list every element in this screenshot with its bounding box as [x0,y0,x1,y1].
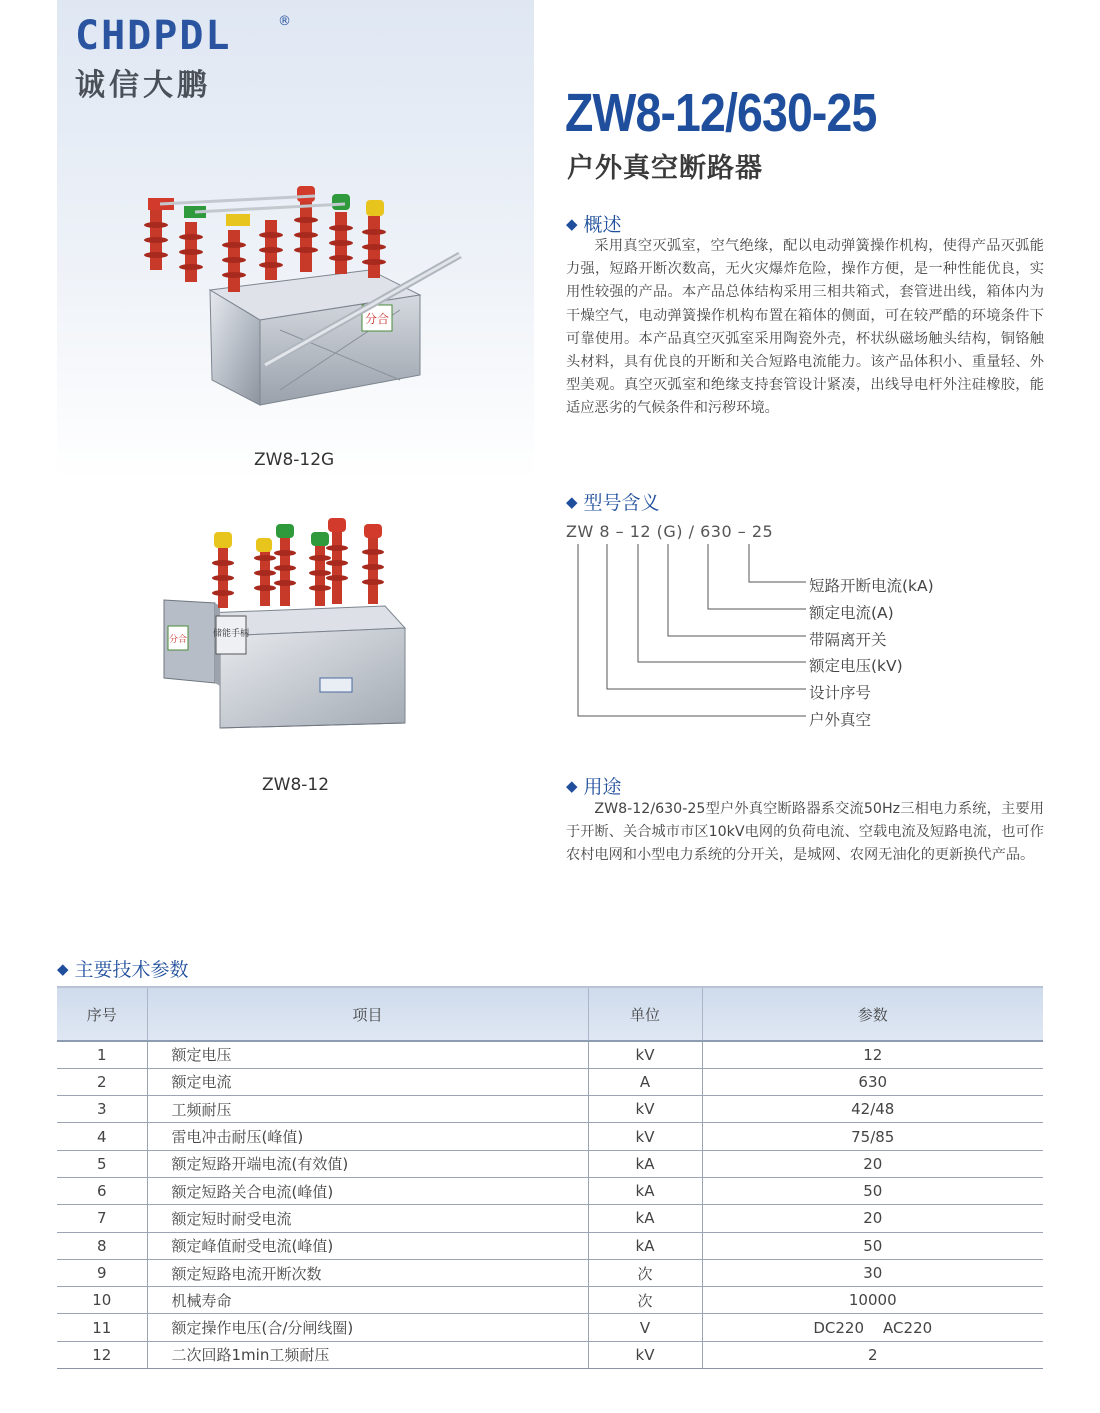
table-row [57,1287,1043,1314]
cell-unit: kA [588,1205,702,1232]
logo-text-cn: 诚信大鹏 [75,68,211,103]
cell-unit: kV [588,1341,702,1368]
cell-item: 工频耐压 [147,1096,588,1123]
diamond-bullet-icon: ◆ [566,777,578,795]
table-row [57,1341,1043,1368]
model-label-isolation-switch: 带隔离开关 [809,631,887,649]
cell-value: 20 [702,1205,1043,1232]
cell-index: 5 [57,1150,147,1177]
overview-heading-text: 概述 [583,214,622,236]
column-header-index: 序号 [57,987,147,1041]
diamond-bullet-icon: ◆ [57,960,69,978]
model-label-rated-current: 额定电流(A) [809,604,894,622]
product-subtitle: 户外真空断路器 [567,153,763,184]
specs-heading-text: 主要技术参数 [74,959,189,981]
cell-value: 50 [702,1232,1043,1259]
logo-text-en: CHDPDL [75,13,232,59]
product-model-title: ZW8-12/630-25 [565,83,877,143]
cell-index: 8 [57,1232,147,1259]
specs-table-wrapper [57,986,1043,1369]
equipment-caption-zw8-12: ZW8-12 [262,775,330,795]
cell-value: 50 [702,1177,1043,1204]
cell-unit: kA [588,1177,702,1204]
table-row [57,1150,1043,1177]
cell-value: 42/48 [702,1096,1043,1123]
diamond-bullet-icon: ◆ [566,493,578,511]
cell-index: 2 [57,1068,147,1095]
cell-item: 额定短路关合电流(峰值) [147,1177,588,1204]
usage-text: ZW8-12/630-25型户外真空断路器系交流50Hz三相电力系统，主要用于开断、关合城市市区10kV电网的负荷电流、空载电流及短路电流，也可作农村电网和小型电力系统的分开关，是城网、农网无油化的更新换代产品。 [566,801,1044,864]
cell-unit: V [588,1314,702,1341]
specs-heading [57,955,189,982]
model-label-rated-voltage: 额定电压(kV) [809,657,903,675]
cell-value: 20 [702,1150,1043,1177]
cell-unit: A [588,1068,702,1095]
breaker-illustration-zw8-12g [140,180,470,420]
cell-value: 30 [702,1259,1043,1286]
table-row [57,1259,1043,1286]
cell-index: 10 [57,1287,147,1314]
cell-unit: kV [588,1123,702,1150]
usage-heading [566,772,622,799]
registered-mark: ® [278,14,291,29]
cell-unit: kV [588,1096,702,1123]
cell-index: 9 [57,1259,147,1286]
cell-unit: kA [588,1150,702,1177]
cell-index: 12 [57,1341,147,1368]
table-header-row [57,987,1043,1041]
column-header-unit: 单位 [588,987,702,1041]
table-row [57,1314,1043,1341]
cell-item: 雷电冲击耐压(峰值) [147,1123,588,1150]
cell-index: 6 [57,1177,147,1204]
cell-index: 4 [57,1123,147,1150]
cell-item: 额定短时耐受电流 [147,1205,588,1232]
breaker-illustration-zw8-12 [160,518,410,753]
column-header-item: 项目 [147,987,588,1041]
cell-index: 3 [57,1096,147,1123]
cell-item: 额定短路电流开断次数 [147,1259,588,1286]
cell-index: 1 [57,1041,147,1068]
equipment-caption-zw8-12g: ZW8-12G [254,450,335,470]
cell-value: 630 [702,1068,1043,1095]
cell-item: 二次回路1min工频耐压 [147,1341,588,1368]
usage-heading-text: 用途 [583,776,622,798]
cell-unit: kV [588,1041,702,1068]
cell-value: 2 [702,1341,1043,1368]
cell-index: 7 [57,1205,147,1232]
cell-item: 额定短路开端电流(有效值) [147,1150,588,1177]
cell-item: 额定电流 [147,1068,588,1095]
specs-table [57,986,1043,1369]
table-row [57,1232,1043,1259]
cell-value: DC220 AC220 [702,1314,1043,1341]
cell-item: 额定峰值耐受电流(峰值) [147,1232,588,1259]
table-row [57,1177,1043,1204]
table-row [57,1068,1043,1095]
model-code-breakdown: ZW 8 – 12 (G) / 630 – 25 [566,522,774,541]
table-row [57,1041,1043,1068]
model-label-design-number: 设计序号 [809,684,872,702]
cell-index: 11 [57,1314,147,1341]
model-meaning-heading [566,488,660,515]
nameplate-label: 分合 [364,312,390,326]
cell-value: 75/85 [702,1123,1043,1150]
cell-value: 12 [702,1041,1043,1068]
table-row [57,1205,1043,1232]
table-row [57,1096,1043,1123]
diamond-bullet-icon: ◆ [566,215,578,233]
nameplate-label-2: 分合 [168,635,188,645]
handle-label: 储能手柄 [212,629,250,639]
cell-unit: 次 [588,1259,702,1286]
overview-text: 采用真空灭弧室，空气绝缘，配以电动弹簧操作机构，使得产品灭弧能力强，短路开断次数高，无火灾爆炸危险，操作方便，是一种性能优良，实用性较强的产品。本产品总体结构采用三相共箱式，套管进出线，箱体内为干燥空气，电动弹簧操作机构布置在箱体的侧面，可在较严酷的环境条件下可靠使用。本产品真空灭弧室采用陶瓷外壳，杯状纵磁场触头结构，铜铬触头材料，具有优良的开断和关合短路电流能力。该产品体积小、重量轻、外型美观。真空灭弧室和绝缘支持套管设计紧凑，出线导电杆外注硅橡胶，能适应恶劣的气候条件和污秽环境。 [566,238,1044,417]
cell-item: 机械寿命 [147,1287,588,1314]
cell-value: 10000 [702,1287,1043,1314]
cell-unit: 次 [588,1287,702,1314]
brand-logo [75,13,291,104]
cell-item: 额定电压 [147,1041,588,1068]
specs-table-body [57,1041,1043,1369]
cell-item: 额定操作电压(合/分闸线圈) [147,1314,588,1341]
cell-unit: kA [588,1232,702,1259]
model-meaning-heading-text: 型号含义 [583,492,660,514]
model-label-short-circuit-current: 短路开断电流(kA) [809,577,934,595]
table-row [57,1123,1043,1150]
model-label-outdoor-vacuum: 户外真空 [809,711,872,729]
column-header-value: 参数 [702,987,1043,1041]
overview-heading [566,210,622,237]
model-code-diagram [566,540,811,720]
